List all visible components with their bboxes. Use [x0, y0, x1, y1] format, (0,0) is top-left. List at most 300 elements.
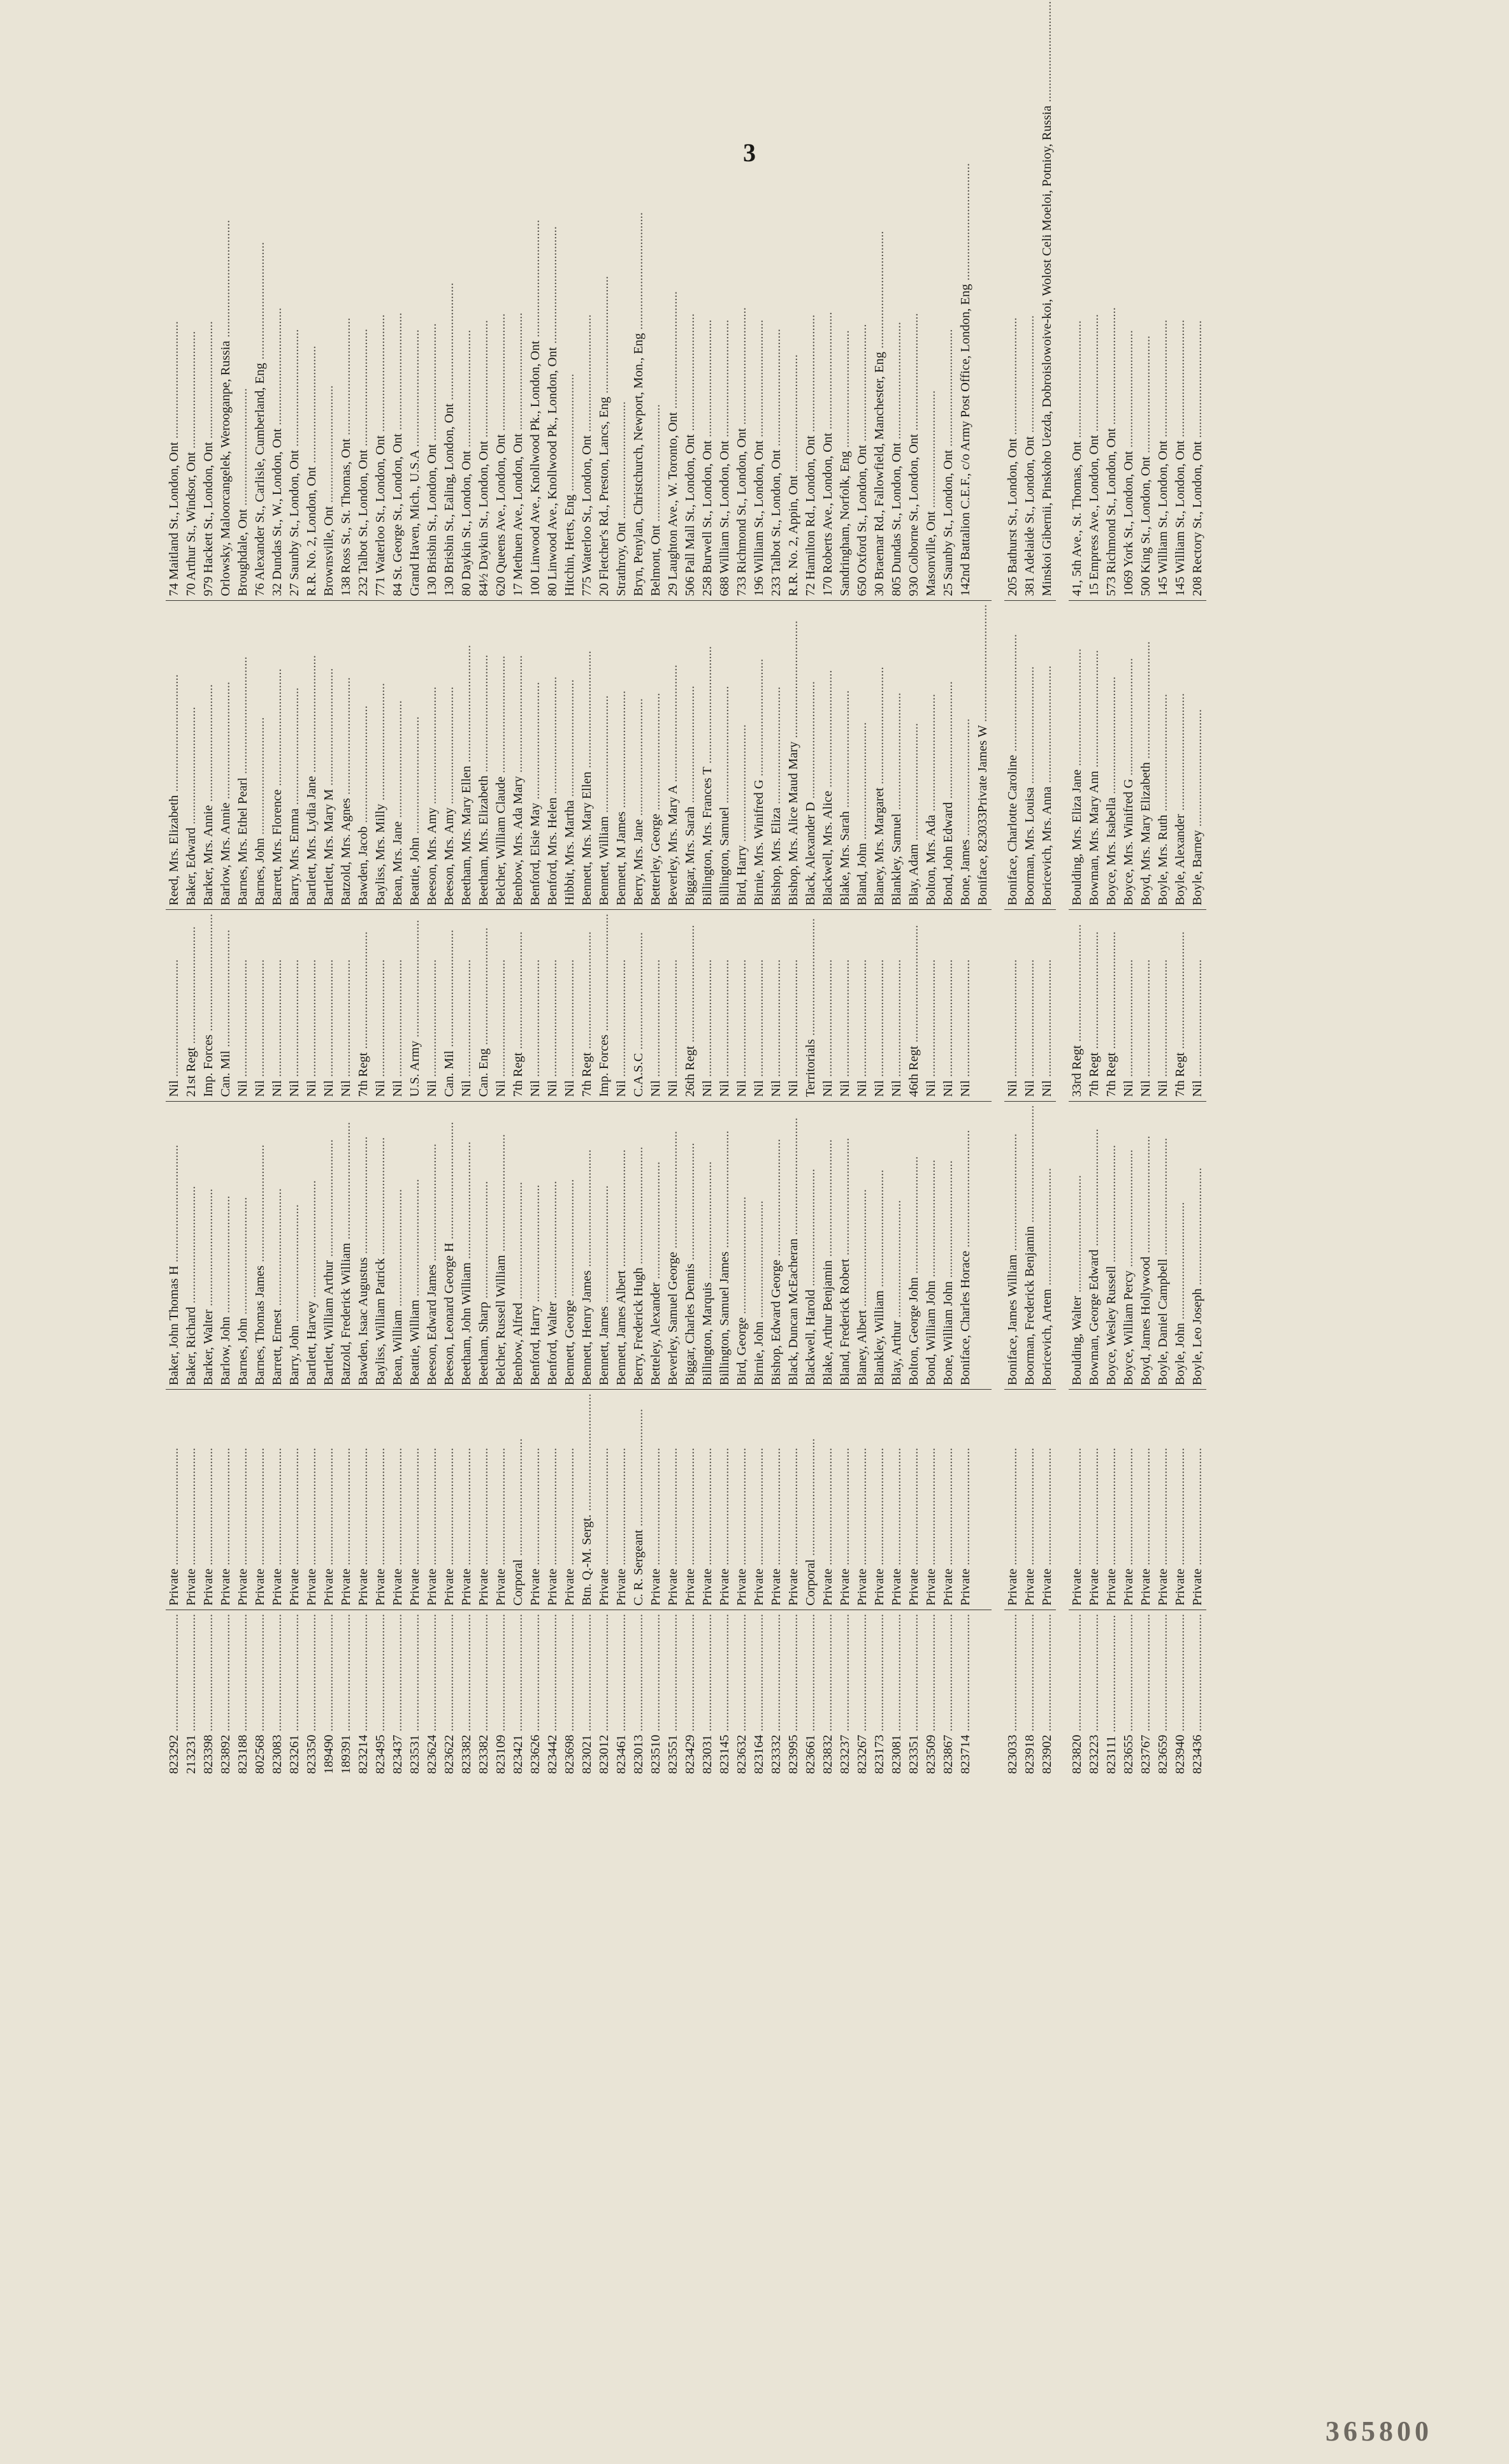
regimental-number-cell: [1004, 1610, 1022, 1778]
previous-service-cell: [235, 909, 252, 1101]
address: 84 St. George St., London, Ont .....: [391, 313, 405, 596]
rank-cell: [1172, 1390, 1189, 1610]
rank-cell: [338, 1390, 355, 1610]
address: 84½ Daykin St., London, Ont .....: [477, 320, 491, 596]
next-of-kin-cell: [613, 600, 630, 909]
address: R.R. No. 2, London, Ont .....: [305, 346, 319, 596]
regimental-number-cell: [527, 1610, 544, 1778]
previous-service-cell: [183, 909, 200, 1101]
regimental-number: 823164 .....: [752, 1614, 766, 1774]
next-of-kin: Beattie, John .....: [408, 716, 422, 905]
previous-service-cell: [1120, 909, 1137, 1101]
soldier-name-cell: [888, 1101, 906, 1390]
next-of-kin-cell: [871, 600, 888, 909]
next-of-kin: Bawden, Jacob .....: [356, 705, 370, 905]
register-row: [1022, 0, 1039, 1778]
soldier-name: Beverley, Samuel George .....: [666, 1131, 680, 1385]
previous-service-cell: [321, 909, 338, 1101]
soldier-name-cell: [407, 1101, 424, 1390]
previous-service-cell: [510, 909, 527, 1101]
register-row: [974, 0, 992, 1778]
regimental-number-cell: [286, 1610, 303, 1778]
next-of-kin: Blankley, Samuel .....: [890, 693, 904, 905]
soldier-name: Boyce, William Percy .....: [1122, 1149, 1136, 1385]
archive-stamp: 365800: [1325, 2416, 1433, 2447]
rank: Private .....: [890, 1448, 904, 1606]
rank-cell: [923, 1390, 940, 1610]
regimental-number-cell: [269, 1610, 286, 1778]
next-of-kin-cell: [527, 600, 544, 909]
soldier-name-cell: [1069, 1101, 1086, 1390]
previous-service-cell: [733, 909, 751, 1101]
address: 20 Fletcher's Rd., Preston, Lancs, Eng .....: [597, 276, 611, 596]
rank: Private .....: [305, 1448, 319, 1606]
regimental-number: 823223 .....: [1087, 1614, 1101, 1774]
regimental-number: 823111 .....: [1104, 1615, 1118, 1774]
soldier-name: Blay, Arthur .....: [890, 1200, 904, 1385]
rank: Private .....: [1139, 1448, 1153, 1606]
rank: Private .....: [425, 1448, 439, 1606]
regimental-number-cell: [424, 1610, 441, 1778]
next-of-kin-cell: [1103, 600, 1120, 909]
address-cell: [389, 0, 407, 600]
address-cell: [940, 0, 957, 600]
next-of-kin: Billington, Samuel .....: [718, 686, 732, 905]
soldier-name-cell: [389, 1101, 407, 1390]
regimental-number-cell: [1103, 1610, 1120, 1778]
rank-cell: [1120, 1390, 1137, 1610]
previous-service-cell: [579, 909, 596, 1101]
regimental-number-cell: [372, 1610, 389, 1778]
regimental-number: 823531 .....: [408, 1614, 422, 1774]
previous-service: Nil .....: [855, 960, 869, 1097]
row-gap: [1056, 0, 1069, 1778]
address: Broughdale, Ont .....: [236, 388, 250, 596]
register-row: [561, 0, 579, 1778]
soldier-name-cell: [1120, 1101, 1137, 1390]
next-of-kin-cell: [1069, 600, 1086, 909]
previous-service: Nil .....: [821, 960, 835, 1097]
previous-service: Nil .....: [528, 960, 542, 1097]
address: Belmont, Ont .....: [649, 404, 663, 596]
next-of-kin-cell: [716, 600, 733, 909]
enlistment-register: [166, 105, 1325, 1778]
previous-service-cell: [802, 909, 819, 1101]
regimental-number: 823902 .....: [1040, 1614, 1054, 1774]
address-cell: [819, 0, 837, 600]
regimental-number: 823421 .....: [511, 1614, 525, 1774]
address: 733 Richmond St., London, Ont .....: [735, 307, 749, 596]
register-row: [923, 0, 940, 1778]
next-of-kin-cell: [1004, 600, 1022, 909]
rank: Private .....: [1087, 1448, 1101, 1606]
regimental-number: 823351 .....: [907, 1614, 921, 1774]
soldier-name-cell: [458, 1101, 475, 1390]
address: 771 Waterloo St., London, Ont .....: [373, 314, 387, 596]
regimental-number: 823237 .....: [838, 1614, 852, 1774]
next-of-kin-cell: [699, 600, 716, 909]
rank-cell: [441, 1390, 458, 1610]
soldier-name: Boniface, Charles Horace .....: [958, 1130, 972, 1385]
regimental-number-cell: [441, 1610, 458, 1778]
address: 80 Linwood Ave., Knollwood Pk., London, Ont .....: [545, 226, 560, 596]
soldier-name: Boulding, Walter .....: [1070, 1175, 1084, 1385]
soldier-name: Bolton, George John .....: [907, 1156, 921, 1386]
previous-service-cell: [665, 909, 682, 1101]
regimental-number-cell: [579, 1610, 596, 1778]
rank-cell: [475, 1390, 493, 1610]
previous-service: Nil .....: [872, 960, 886, 1097]
rank: Private .....: [614, 1448, 628, 1606]
regimental-number-cell: [871, 1610, 888, 1778]
rank: Private .....: [1173, 1448, 1187, 1606]
next-of-kin: Biggar, Mrs. Sarah .....: [683, 686, 697, 905]
previous-service: Nil .....: [649, 960, 663, 1097]
soldier-name: Bone, William John .....: [941, 1160, 955, 1385]
address-cell: [1004, 0, 1022, 600]
rank: Private .....: [545, 1448, 560, 1606]
rank-cell: [699, 1390, 716, 1610]
soldier-name: Bowman, George Edward .....: [1087, 1128, 1101, 1385]
next-of-kin-cell: [493, 600, 510, 909]
previous-service: 33rd Regt .....: [1070, 925, 1084, 1097]
previous-service-cell: [1137, 909, 1155, 1101]
next-of-kin: Betterley, George .....: [649, 693, 663, 905]
rank-cell: [544, 1390, 561, 1610]
address-cell: [682, 0, 699, 600]
register-row: [1103, 0, 1120, 1778]
previous-service-cell: [647, 909, 665, 1101]
regimental-number-cell: [906, 1610, 923, 1778]
regimental-number-cell: [338, 1610, 355, 1778]
next-of-kin-cell: [475, 600, 493, 909]
regimental-number-cell: [1069, 1610, 1086, 1778]
address-cell: [561, 0, 579, 600]
next-of-kin: Bishop, Mrs. Alice Maud Mary .....: [786, 621, 800, 905]
soldier-name: Beeson, Leonard George H .....: [442, 1122, 456, 1386]
register-row: [1086, 0, 1103, 1778]
previous-service-cell: [1189, 909, 1206, 1101]
next-of-kin-cell: [837, 600, 854, 909]
soldier-name: Birnie, John .....: [752, 1200, 766, 1385]
next-of-kin-cell: [1120, 600, 1137, 909]
regimental-number-cell: [1189, 1610, 1206, 1778]
address-cell: [596, 0, 613, 600]
soldier-name-cell: [596, 1101, 613, 1390]
rank: Private .....: [752, 1448, 766, 1606]
regimental-number: 823661 .....: [804, 1614, 818, 1774]
previous-service: Nil .....: [1139, 960, 1153, 1097]
address: R.R. No. 2, Appin, Ont .....: [786, 354, 800, 596]
next-of-kin: Blackwell, Mrs. Alice .....: [821, 670, 835, 905]
previous-service: 21st Regt .....: [184, 926, 198, 1097]
rank-cell: [1137, 1390, 1155, 1610]
regimental-number-cell: [682, 1610, 699, 1778]
soldier-name-cell: [1004, 1101, 1022, 1390]
register-body: [166, 0, 1206, 1778]
regimental-number: 823714 .....: [958, 1614, 972, 1774]
next-of-kin: Barrett, Mrs. Florence .....: [270, 668, 284, 905]
rank-cell: [957, 1390, 974, 1610]
address: Brownsville, Ont .....: [322, 385, 336, 596]
address: 80 Daykin St., London, Ont .....: [459, 330, 473, 596]
rank-cell: [321, 1390, 338, 1610]
regimental-number: 823461 .....: [614, 1614, 628, 1774]
next-of-kin-cell: [665, 600, 682, 909]
previous-service: Nil .....: [1190, 960, 1204, 1097]
rank: Corporal .....: [804, 1438, 818, 1606]
soldier-name: Bartlett, William Arthur .....: [322, 1139, 336, 1385]
soldier-name-cell: [682, 1101, 699, 1390]
register-row: [888, 0, 906, 1778]
address: 145 William St., London, Ont .....: [1173, 320, 1187, 596]
previous-service-cell: [699, 909, 716, 1101]
register-row: [733, 0, 751, 1778]
register-row: [802, 0, 819, 1778]
next-of-kin-cell: [389, 600, 407, 909]
next-of-kin-cell: [1155, 600, 1172, 909]
soldier-name-cell: [871, 1101, 888, 1390]
register-row: [957, 0, 974, 1778]
rank: Private .....: [459, 1448, 473, 1606]
next-of-kin: Bowman, Mrs. Mary Ann .....: [1087, 650, 1101, 905]
regimental-number: 823429 .....: [683, 1614, 697, 1774]
soldier-name: Beeson, Edward James .....: [425, 1144, 439, 1385]
next-of-kin: Bennett, Mrs. Mary Ellen .....: [580, 651, 594, 905]
soldier-name-cell: [923, 1101, 940, 1390]
regimental-number: 823436 .....: [1190, 1614, 1204, 1774]
address-cell: [493, 0, 510, 600]
rank: C. R. Sergeant .....: [632, 1409, 646, 1606]
next-of-kin: Baker, Edward .....: [184, 707, 198, 905]
rank-cell: [527, 1390, 544, 1610]
regimental-number: 823820 .....: [1070, 1614, 1084, 1774]
rank-cell: [716, 1390, 733, 1610]
next-of-kin: Barry, Mrs. Emma .....: [287, 688, 301, 905]
regimental-number-cell: [802, 1610, 819, 1778]
previous-service: Nil .....: [941, 960, 955, 1097]
register-row: [785, 0, 802, 1778]
address-cell: [235, 0, 252, 600]
previous-service: Nil .....: [769, 960, 783, 1097]
next-of-kin: Boyce, Mrs. Winifred G .....: [1122, 658, 1136, 905]
rank-cell: [974, 1390, 992, 1610]
previous-service-cell: [837, 909, 854, 1101]
soldier-name: Boyd, James Hollywood .....: [1139, 1135, 1153, 1385]
register-row: [871, 0, 888, 1778]
previous-service-cell: [1069, 909, 1086, 1101]
rank-cell: [235, 1390, 252, 1610]
address: 72 Hamilton Rd., London, Ont .....: [804, 315, 818, 596]
soldier-name: Bird, George .....: [735, 1197, 749, 1385]
soldier-name-cell: [372, 1101, 389, 1390]
next-of-kin: Blake, Mrs. Sarah .....: [838, 690, 852, 905]
register-row: [906, 0, 923, 1778]
register-row: [716, 0, 733, 1778]
rank-cell: [854, 1390, 871, 1610]
previous-service: Nil .....: [253, 960, 267, 1097]
soldier-name-cell: [647, 1101, 665, 1390]
soldier-name: Bennett, James Albert .....: [614, 1149, 628, 1385]
spacer-cell: [992, 0, 1004, 1778]
soldier-name-cell: [303, 1101, 321, 1390]
soldier-name-cell: [1189, 1101, 1206, 1390]
row-gap: [992, 0, 1004, 1778]
previous-service-cell: [475, 909, 493, 1101]
address: 232 Talbot St., London, Ont .....: [356, 329, 370, 596]
soldier-name: Biggar, Charles Dennis .....: [683, 1142, 697, 1385]
regimental-number-cell: [596, 1610, 613, 1778]
regimental-number: 823109 .....: [494, 1614, 508, 1774]
rank: Private .....: [494, 1448, 508, 1606]
regimental-number-cell: [630, 1610, 647, 1778]
rank-cell: [768, 1390, 785, 1610]
regimental-number-cell: [303, 1610, 321, 1778]
regimental-number-cell: [389, 1610, 407, 1778]
previous-service-cell: [200, 909, 217, 1101]
register-row: [819, 0, 837, 1778]
address-cell: [527, 0, 544, 600]
address-cell: [166, 0, 183, 600]
regimental-number-cell: [957, 1610, 974, 1778]
soldier-name: Barlow, John .....: [219, 1195, 233, 1385]
next-of-kin: Boulding, Mrs. Eliza Jane .....: [1070, 649, 1084, 905]
regimental-number-cell: [974, 1610, 992, 1778]
address: Strathroy, Ont .....: [614, 401, 628, 596]
soldier-name-cell: [1086, 1101, 1103, 1390]
soldier-name-cell: [837, 1101, 854, 1390]
previous-service: 46th Regt .....: [907, 925, 921, 1097]
soldier-name: Baker, Richard .....: [184, 1186, 198, 1385]
rank: Private .....: [735, 1448, 749, 1606]
previous-service: Nil .....: [924, 960, 938, 1097]
next-of-kin: Reed, Mrs. Elizabeth .....: [167, 674, 181, 905]
previous-service: Nil .....: [373, 960, 387, 1097]
next-of-kin-cell: [407, 600, 424, 909]
address-cell: [802, 0, 819, 600]
previous-service-cell: [957, 909, 974, 1101]
regimental-number-cell: [699, 1610, 716, 1778]
next-of-kin: Beetham, Mrs. Elizabeth .....: [477, 655, 491, 905]
rank-cell: [888, 1390, 906, 1610]
register-row: [579, 0, 596, 1778]
register-row: [854, 0, 871, 1778]
regimental-number: 823081 .....: [890, 1614, 904, 1774]
previous-service: Nil .....: [236, 960, 250, 1097]
soldier-name-cell: [854, 1101, 871, 1390]
regimental-number: 823892 .....: [219, 1614, 233, 1774]
soldier-name: Benford, Harry .....: [528, 1185, 542, 1385]
previous-service: Nil .....: [735, 960, 749, 1097]
next-of-kin-cell: [372, 600, 389, 909]
soldier-name-cell: [166, 1101, 183, 1390]
soldier-name: Benbow, Alfred .....: [511, 1182, 525, 1385]
address-cell: [1086, 0, 1103, 600]
previous-service-cell: [1039, 909, 1056, 1101]
register-row: [200, 0, 217, 1778]
soldier-name-cell: [183, 1101, 200, 1390]
register-row: [630, 0, 647, 1778]
soldier-name-cell: [424, 1101, 441, 1390]
next-of-kin: Boyle, Alexander .....: [1173, 693, 1187, 905]
regimental-number-cell: [544, 1610, 561, 1778]
rank-cell: [613, 1390, 630, 1610]
next-of-kin-cell: [235, 600, 252, 909]
regimental-number: 823382 .....: [459, 1614, 473, 1774]
rank: Private .....: [769, 1448, 783, 1606]
next-of-kin: Bland, John .....: [855, 722, 869, 905]
rank: Private .....: [666, 1448, 680, 1606]
regimental-number: 823659 .....: [1156, 1614, 1170, 1774]
address: Masonville, Ont .....: [924, 391, 938, 596]
soldier-name-cell: [269, 1101, 286, 1390]
address: 142nd Battalion C.E.F., c/o Army Post Office, London, Eng .....: [958, 163, 972, 596]
previous-service: Nil .....: [563, 960, 577, 1097]
soldier-name: Boyce, Wesley Russell .....: [1104, 1145, 1118, 1385]
soldier-name-cell: [613, 1101, 630, 1390]
address: Minskoi Gibernii, Pinskoho Uezda, Dobroislowoive-koi, Wolost Celi Moeloi, Potnioy, Russia .....: [1040, 0, 1054, 596]
next-of-kin: Belcher, William Claude .....: [494, 656, 508, 905]
previous-service: Can. Mil .....: [219, 930, 233, 1097]
next-of-kin: Barker, Mrs. Annie .....: [201, 684, 215, 905]
regimental-number: 802568 .....: [253, 1614, 267, 1774]
address-cell: [613, 0, 630, 600]
soldier-name-cell: [200, 1101, 217, 1390]
previous-service-cell: [458, 909, 475, 1101]
previous-service-cell: [1172, 909, 1189, 1101]
rank-cell: [733, 1390, 751, 1610]
address-cell: [544, 0, 561, 600]
soldier-name-cell: [493, 1101, 510, 1390]
next-of-kin-cell: [974, 600, 992, 909]
next-of-kin-cell: [338, 600, 355, 909]
spacer-cell: [1056, 0, 1069, 1778]
rank-cell: [837, 1390, 854, 1610]
rank-cell: [372, 1390, 389, 1610]
register-row: [183, 0, 200, 1778]
previous-service: 7th Regt .....: [511, 932, 525, 1097]
register-row: [1039, 0, 1056, 1778]
regimental-number: 823495 .....: [373, 1614, 387, 1774]
soldier-name: Benford, Walter .....: [545, 1181, 560, 1385]
previous-service: Nil .....: [614, 960, 628, 1097]
soldier-name: Bennett, George .....: [563, 1179, 577, 1386]
regimental-number: 823867 .....: [941, 1614, 955, 1774]
next-of-kin: Bartlett, Mrs. Mary M .....: [322, 668, 336, 905]
previous-service-cell: [630, 909, 647, 1101]
register-row: [407, 0, 424, 1778]
address: 1069 York St., London, Ont .....: [1122, 330, 1136, 596]
soldier-name-cell: [217, 1101, 235, 1390]
address: 138 Ross St., St. Thomas, Ont .....: [339, 318, 353, 596]
rank: Private .....: [201, 1448, 215, 1606]
previous-service: Nil .....: [1156, 960, 1170, 1097]
soldier-name-cell: [716, 1101, 733, 1390]
previous-service-cell: [217, 909, 235, 1101]
regimental-number-cell: [751, 1610, 768, 1778]
regimental-number: 823509 .....: [924, 1614, 938, 1774]
soldier-name: Boricevich, Artem .....: [1040, 1168, 1054, 1385]
previous-service-cell: [854, 909, 871, 1101]
address-cell: [424, 0, 441, 600]
register-row: [217, 0, 235, 1778]
register-row: [441, 0, 458, 1778]
register-row: [424, 0, 441, 1778]
previous-service: Nil .....: [1006, 960, 1020, 1097]
next-of-kin: Beeson, Mrs. Amy .....: [425, 687, 439, 905]
previous-service-cell: [751, 909, 768, 1101]
next-of-kin: Boorman, Mrs. Louisa .....: [1023, 666, 1037, 905]
